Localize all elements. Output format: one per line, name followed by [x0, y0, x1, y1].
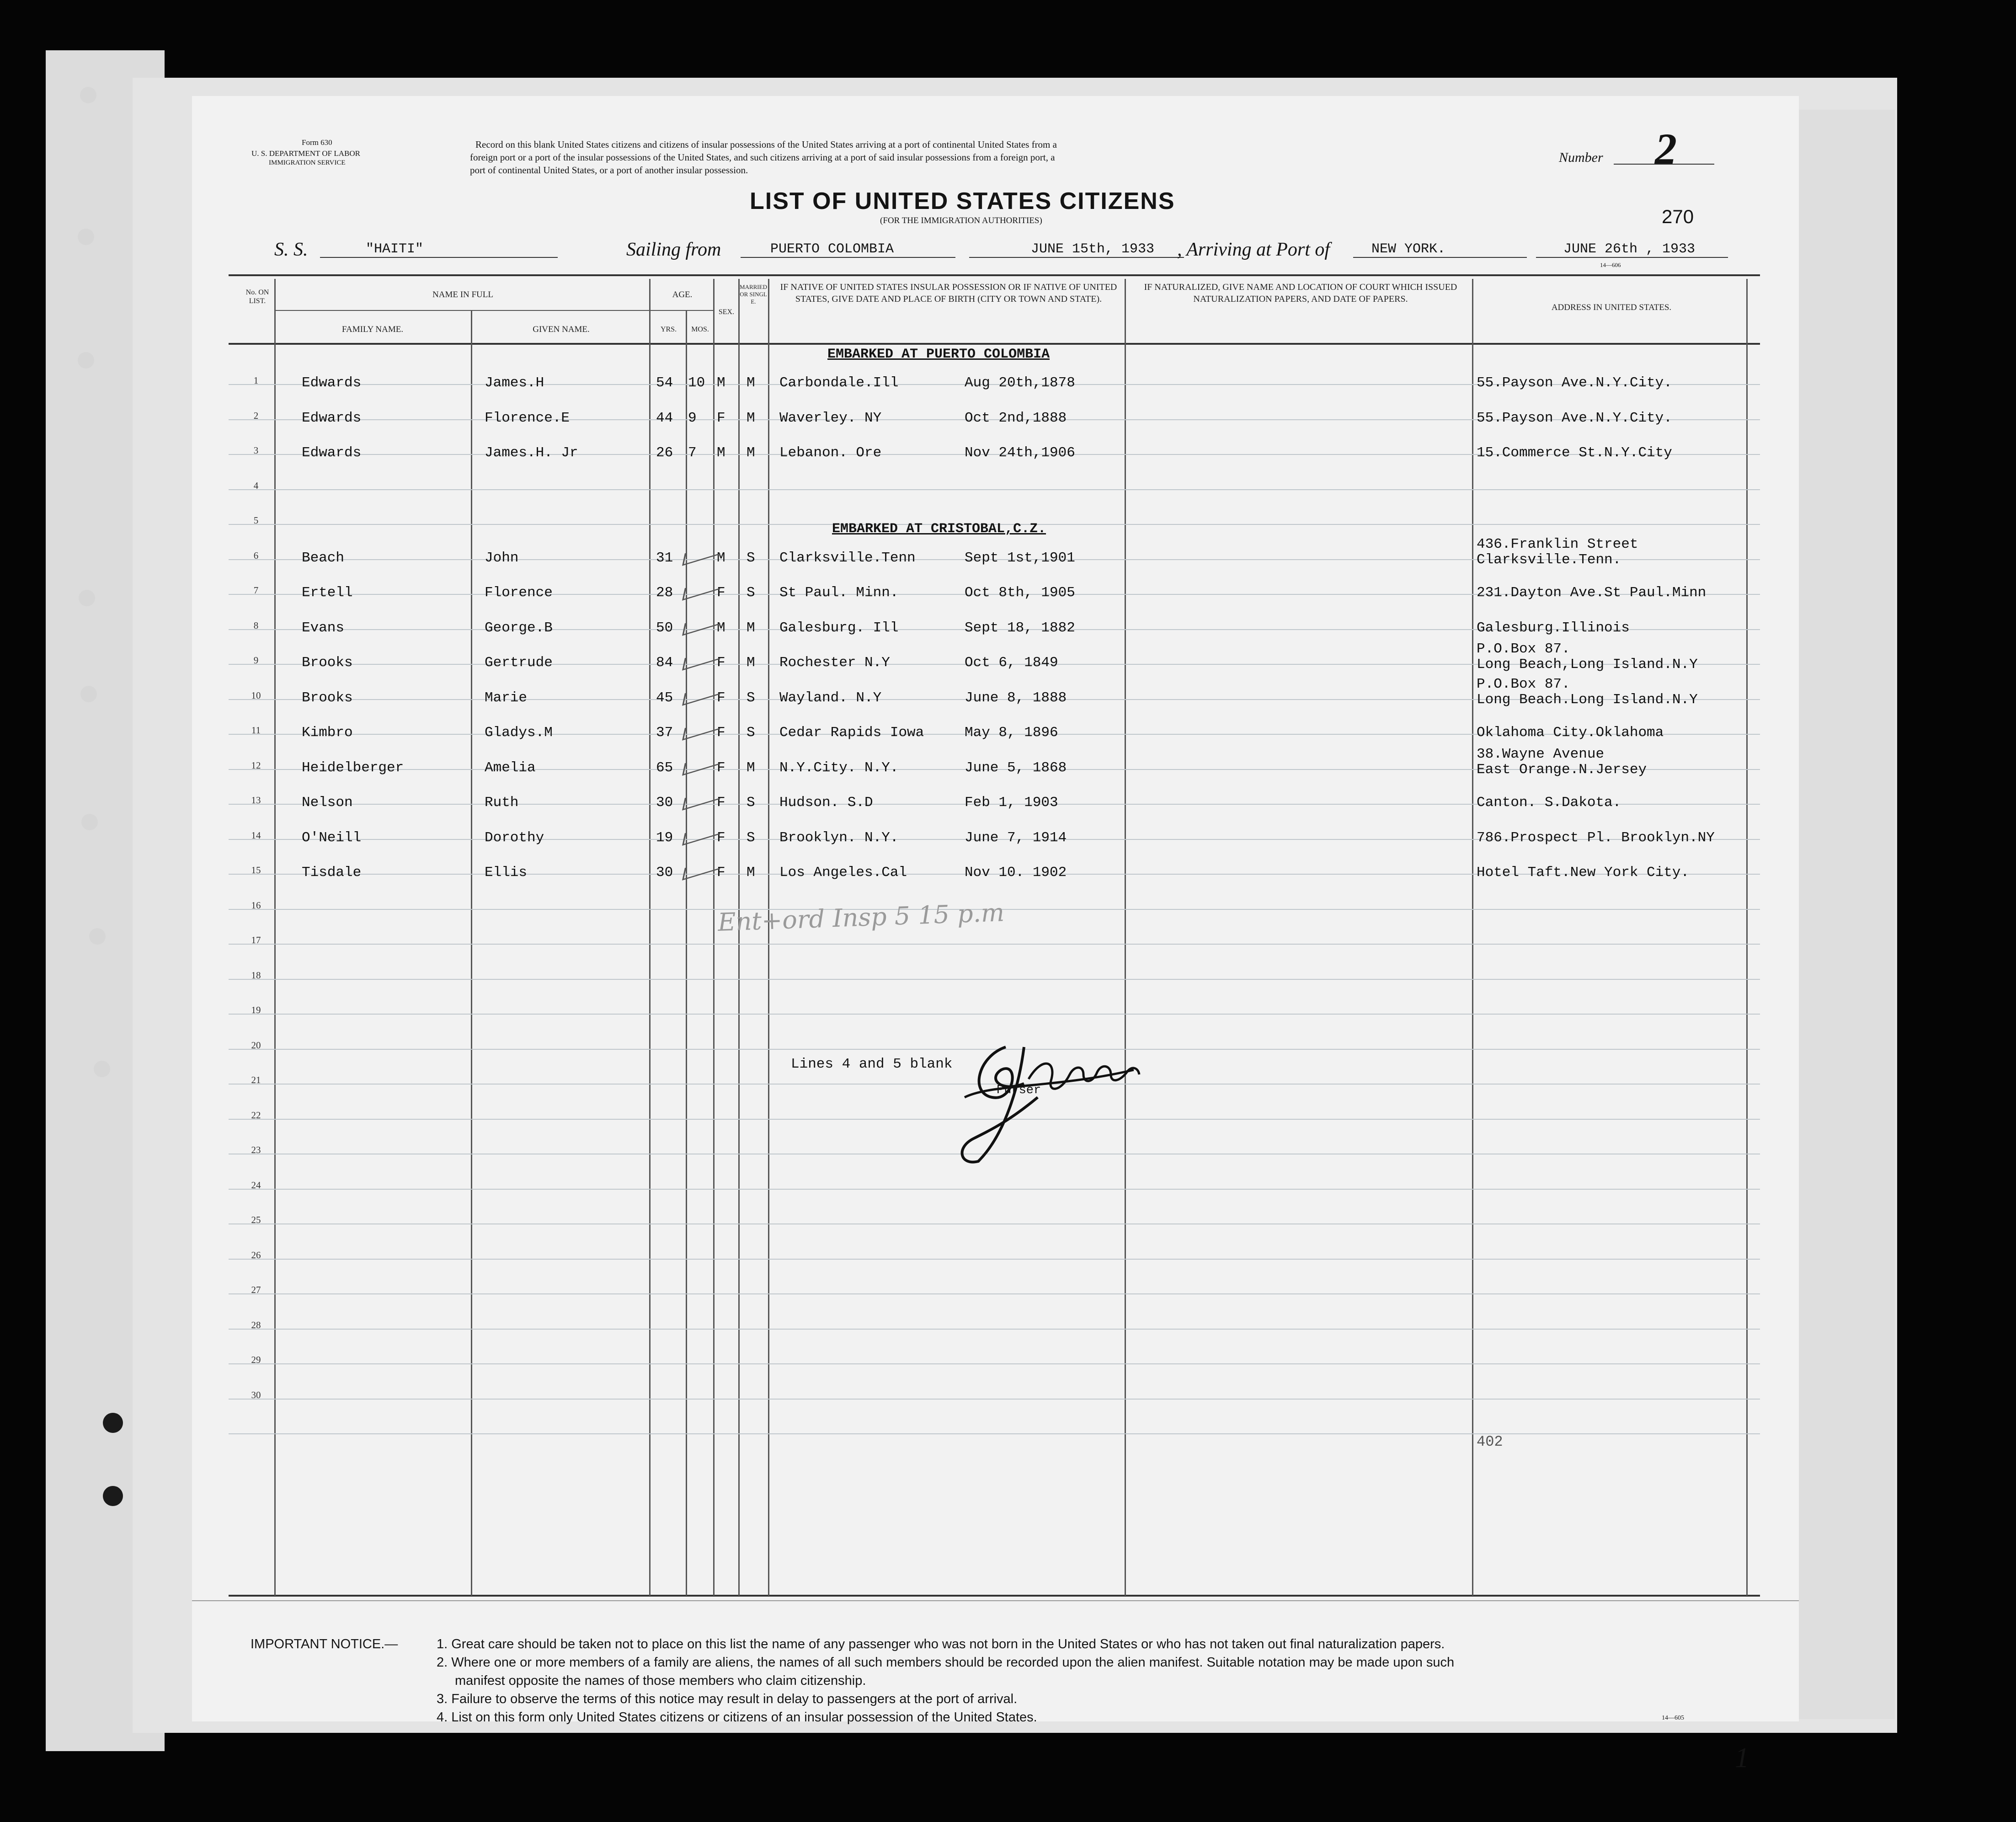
manifest-sheet [192, 96, 1799, 1774]
address-line-2: East Orange.N.Jersey [1477, 761, 1647, 778]
birth-place: Rochester N.Y [779, 655, 890, 671]
sex: M [717, 620, 725, 636]
birth-place: N.Y.City. N.Y. [779, 759, 899, 776]
ruled-line [229, 1399, 1760, 1400]
address: P.O.Box 87. [1477, 641, 1570, 657]
arriving-date: JUNE 26th , 1933 [1563, 241, 1696, 257]
marital-status: S [747, 795, 755, 811]
corner-mark: 1 [1735, 1742, 1749, 1774]
sex: F [717, 795, 725, 811]
sex: F [717, 865, 725, 881]
row-number: 17 [251, 935, 261, 946]
birth-date: May 8, 1896 [965, 725, 1058, 741]
birth-date: Oct 2nd,1888 [965, 410, 1067, 426]
marital-status: M [747, 375, 755, 391]
header-no: No. ON LIST. [245, 289, 269, 305]
form-title: LIST OF UNITED STATES CITIZENS [750, 188, 1175, 214]
binder-hole [103, 1486, 123, 1506]
sex: M [717, 375, 725, 391]
ship-name: "HAITI" [366, 241, 424, 257]
marital-status: S [747, 550, 755, 566]
notice-item-2-cont: manifest opposite the names of those members who claim citizenship. [455, 1673, 866, 1688]
row-number: 21 [251, 1074, 261, 1085]
row-number: 4 [253, 480, 259, 491]
signature [951, 1029, 1143, 1170]
row-number: 6 [253, 550, 259, 561]
given-name: James.H. Jr [485, 445, 578, 461]
birth-date: Feb 1, 1903 [965, 795, 1058, 811]
ship-label: S. S. [274, 239, 308, 260]
sailing-date-line [969, 257, 1184, 258]
sex: M [717, 445, 725, 461]
age-months: 10 [688, 375, 705, 391]
row-number: 2 [253, 410, 259, 421]
sex: F [717, 725, 725, 741]
address-line-2: Long Beach.Long Island.N.Y [1477, 691, 1698, 708]
age-years: 84 [656, 655, 673, 671]
sex: F [717, 759, 725, 776]
header-mos: MOS. [691, 326, 709, 333]
sailing-field-line [741, 257, 955, 258]
row-number: 11 [251, 725, 261, 736]
given-name: George.B [485, 620, 553, 636]
birth-place: Carbondale.Ill [779, 375, 899, 391]
sex: M [717, 550, 725, 566]
marital-status: M [747, 865, 755, 881]
row-number: 16 [251, 899, 261, 911]
binder-hole [80, 686, 97, 702]
age-years: 30 [656, 865, 673, 881]
address: 231.Dayton Ave.St Paul.Minn [1477, 585, 1707, 601]
given-name: Florence.E [485, 410, 570, 426]
age-years: 26 [656, 445, 673, 461]
age-header-rule [649, 310, 713, 311]
birth-place: Galesburg. Ill [779, 620, 899, 636]
family-name: Edwards [302, 375, 362, 391]
given-name: Ruth [485, 795, 519, 811]
sex: F [717, 585, 725, 601]
family-name: Brooks [302, 655, 353, 671]
arriving-date-line [1536, 257, 1728, 258]
print-code-top: 14—606 [1600, 262, 1621, 268]
marital-status: M [747, 655, 755, 671]
sex: F [717, 689, 725, 706]
address: 436.Franklin Street [1477, 536, 1638, 552]
pencil-note: Ent+ord Insp 5 15 p.m [717, 898, 1005, 937]
binder-hole [103, 1413, 123, 1433]
birth-place: Cedar Rapids Iowa [779, 725, 924, 741]
header-naturalized: IF NATURALIZED, GIVE NAME AND LOCATION OF COURT WHICH ISSUED NATURALIZATION PAPERS, AND DATE OF PAPERS. [1144, 282, 1457, 304]
given-name: Ellis [485, 865, 528, 881]
address: Hotel Taft.New York City. [1477, 865, 1690, 881]
birth-place: Brooklyn. N.Y. [779, 829, 899, 846]
marital-status: M [747, 410, 755, 426]
address: 55.Payson Ave.N.Y.City. [1477, 410, 1672, 426]
row-number: 28 [251, 1319, 261, 1330]
birth-place: St Paul. Minn. [779, 585, 899, 601]
family-name: Nelson [302, 795, 353, 811]
ruled-line [229, 1329, 1760, 1330]
birth-place: Hudson. S.D [779, 795, 873, 811]
form-subtitle: (FOR THE IMMIGRATION AUTHORITIES) [880, 216, 1042, 225]
row-number: 18 [251, 969, 261, 981]
binder-hole [94, 1061, 110, 1077]
birth-date: Nov 10. 1902 [965, 865, 1067, 881]
marital-status: S [747, 689, 755, 706]
birth-date: June 5, 1868 [965, 759, 1067, 776]
section-puerto-colombia: EMBARKED AT PUERTO COLOMBIA [827, 347, 1050, 362]
binder-hole [78, 229, 94, 245]
marital-status: S [747, 585, 755, 601]
table-header-rule [229, 343, 1760, 345]
section-cristobal: EMBARKED AT CRISTOBAL,C.Z. [832, 521, 1046, 537]
ruled-line [229, 489, 1760, 490]
header-age: AGE. [672, 290, 693, 299]
birth-date: Aug 20th,1878 [965, 375, 1075, 391]
age-years: 31 [656, 550, 673, 566]
row-number: 29 [251, 1354, 261, 1365]
family-name: Edwards [302, 445, 362, 461]
ship-field-line [320, 257, 558, 258]
age-years: 45 [656, 689, 673, 706]
given-name: Marie [485, 689, 528, 706]
sailing-from: PUERTO COLOMBIA [770, 241, 894, 257]
marital-status: M [747, 445, 755, 461]
notice-item-3: 3. Failure to observe the terms of this notice may result in delay to passengers at the port of arrival. [437, 1692, 1018, 1706]
instruction-line-1: Record on this blank United States citizens and citizens of insular possessions of the United States arriving at a port of continental United States from a [475, 139, 1057, 150]
row-number: 5 [253, 515, 259, 526]
binder-hole [89, 928, 106, 945]
table-top-rule [229, 274, 1760, 276]
family-name: Tisdale [302, 865, 362, 881]
birth-place: Los Angeles.Cal [779, 865, 907, 881]
birth-date: Sept 18, 1882 [965, 620, 1075, 636]
birth-date: Sept 1st,1901 [965, 550, 1075, 566]
notice-item-4: 4. List on this form only United States citizens or citizens of an insular possession of the United States. [437, 1710, 1037, 1725]
ruled-line [229, 1363, 1760, 1364]
address: 786.Prospect Pl. Brooklyn.NY [1477, 829, 1715, 846]
given-name: Gertrude [485, 655, 553, 671]
marital-status: M [747, 759, 755, 776]
service-name: IMMIGRATION SERVICE [269, 159, 346, 166]
name-header-rule [274, 310, 649, 311]
row-number: 14 [251, 829, 261, 841]
age-years: 28 [656, 585, 673, 601]
row-number: 27 [251, 1284, 261, 1295]
family-name: Kimbro [302, 725, 353, 741]
row-number: 8 [253, 620, 259, 631]
age-months: 7 [688, 445, 697, 461]
instruction-line-2: foreign port or a port of the insular possessions of the United States, and such citizens arriving at a port of said insular possessions from a foreign port, a [470, 152, 1055, 163]
sex: F [717, 829, 725, 846]
row-number: 13 [251, 795, 261, 806]
ruled-line [229, 979, 1760, 980]
header-yrs: YRS. [660, 326, 677, 333]
address: 38.Wayne Avenue [1477, 746, 1605, 762]
sailing-date: JUNE 15th, 1933 [1031, 241, 1155, 257]
family-name: Edwards [302, 410, 362, 426]
row-number: 20 [251, 1039, 261, 1051]
row-number: 12 [251, 759, 261, 771]
marital-status: S [747, 829, 755, 846]
header-family-name: FAMILY NAME. [341, 325, 404, 334]
row-number: 19 [251, 1005, 261, 1015]
birth-date: Oct 8th, 1905 [965, 585, 1075, 601]
number-value: 2 [1655, 124, 1677, 173]
header-name-in-full: NAME IN FULL [432, 290, 493, 299]
row-number: 24 [251, 1179, 261, 1191]
family-name: Heidelberger [302, 759, 404, 776]
age-years: 50 [656, 620, 673, 636]
family-name: Evans [302, 620, 345, 636]
arriving-label: , Arriving at Port of [1177, 239, 1330, 260]
ruled-line [229, 944, 1760, 945]
header-address: ADDRESS IN UNITED STATES. [1551, 303, 1672, 312]
binder-hole [79, 590, 95, 606]
address-line-2: Clarksville.Tenn. [1477, 551, 1621, 568]
birth-place: Wayland. N.Y [779, 689, 882, 706]
address: 15.Commerce St.N.Y.City [1477, 445, 1672, 461]
row-number: 22 [251, 1109, 261, 1121]
page-number: 270 [1662, 206, 1694, 227]
row-number: 30 [251, 1389, 261, 1400]
ruled-line [229, 1433, 1760, 1434]
address: Galesburg.Illinois [1477, 620, 1630, 636]
ruled-line [229, 1014, 1760, 1015]
signature-title: Purser [997, 1084, 1041, 1097]
given-name: Amelia [485, 759, 536, 776]
given-name: James.H [485, 375, 544, 391]
binder-hole [78, 352, 94, 369]
age-years: 37 [656, 725, 673, 741]
address: Oklahoma City.Oklahoma [1477, 725, 1664, 741]
row-number: 26 [251, 1249, 261, 1261]
lines-blank-note: Lines 4 and 5 blank [791, 1056, 953, 1072]
birth-place: Waverley. NY [779, 410, 882, 426]
given-name: Florence [485, 585, 553, 601]
row-number: 23 [251, 1144, 261, 1155]
birth-date: Nov 24th,1906 [965, 445, 1075, 461]
row-number: 25 [251, 1214, 261, 1225]
age-months: 9 [688, 410, 697, 426]
row-number: 9 [253, 655, 259, 666]
family-name: Beach [302, 550, 345, 566]
row-number: 10 [251, 689, 261, 701]
arriving-port: NEW YORK. [1371, 241, 1446, 257]
ruled-line [229, 1259, 1760, 1260]
binder-hole [81, 814, 98, 830]
notice-item-2: 2. Where one or more members of a family are aliens, the names of all such members should be recorded upon the alien manifest. Suitable notation may be made upon such [437, 1655, 1455, 1670]
row-number: 3 [253, 445, 259, 456]
address: Canton. S.Dakota. [1477, 795, 1621, 811]
sex: F [717, 410, 725, 426]
header-birth: IF NATIVE OF UNITED STATES INSULAR POSSESSION OR IF NATIVE OF UNITED STATES, GIVE DATE AND PLACE OF BIRTH (CITY OR TOWN AND STATE). [780, 282, 1117, 304]
col-rule-4 [686, 311, 687, 1596]
age-years: 44 [656, 410, 673, 426]
number-label: Number [1559, 150, 1603, 165]
notice-heading: IMPORTANT NOTICE.— [251, 1637, 398, 1651]
family-name: O'Neill [302, 829, 362, 846]
age-years: 65 [656, 759, 673, 776]
sex: F [717, 655, 725, 671]
age-years: 54 [656, 375, 673, 391]
address-line-2: Long Beach,Long Island.N.Y [1477, 657, 1698, 673]
given-name: Dorothy [485, 829, 544, 846]
birth-place: Lebanon. Ore [779, 445, 882, 461]
ruled-line [229, 1293, 1760, 1294]
row-number: 15 [251, 865, 261, 876]
notice-item-1: 1. Great care should be taken not to place on this list the name of any passenger who was not born in the United States or who has not taken out final naturalization papers. [437, 1637, 1445, 1651]
table-bottom-rule [229, 1595, 1760, 1597]
department-name: U. S. DEPARTMENT OF LABOR [251, 149, 360, 158]
family-name: Brooks [302, 689, 353, 706]
marital-status: S [747, 725, 755, 741]
birth-date: June 8, 1888 [965, 689, 1067, 706]
sailing-label: Sailing from [626, 239, 721, 260]
given-name: John [485, 550, 519, 566]
header-married: MARRIED OR SINGLE. [740, 283, 767, 305]
birth-date: Oct 6, 1849 [965, 655, 1058, 671]
row-number: 7 [253, 585, 259, 596]
notice-print-code: 14—605 [1662, 1715, 1684, 1721]
stamp-number: 402 [1477, 1433, 1503, 1450]
ruled-line [229, 1189, 1760, 1190]
underlying-page-right [1799, 110, 1895, 1719]
instruction-line-3: port of continental United States, or a port of another insular possession. [470, 165, 748, 176]
given-name: Gladys.M [485, 725, 553, 741]
age-years: 19 [656, 829, 673, 846]
family-name: Ertell [302, 585, 353, 601]
birth-date: June 7, 1914 [965, 829, 1067, 846]
arriving-port-line [1353, 257, 1527, 258]
row-number: 1 [253, 375, 259, 386]
address: 55.Payson Ave.N.Y.City. [1477, 375, 1672, 391]
header-given-name: GIVEN NAME. [533, 325, 590, 334]
address: P.O.Box 87. [1477, 676, 1570, 692]
birth-place: Clarksville.Tenn [779, 550, 916, 566]
form-number: Form 630 [302, 138, 332, 147]
header-sex: SEX. [718, 308, 735, 316]
marital-status: M [747, 620, 755, 636]
age-years: 30 [656, 795, 673, 811]
binder-hole [80, 87, 96, 103]
notice-top-rule [192, 1600, 1799, 1601]
col-rule-2 [471, 311, 472, 1596]
